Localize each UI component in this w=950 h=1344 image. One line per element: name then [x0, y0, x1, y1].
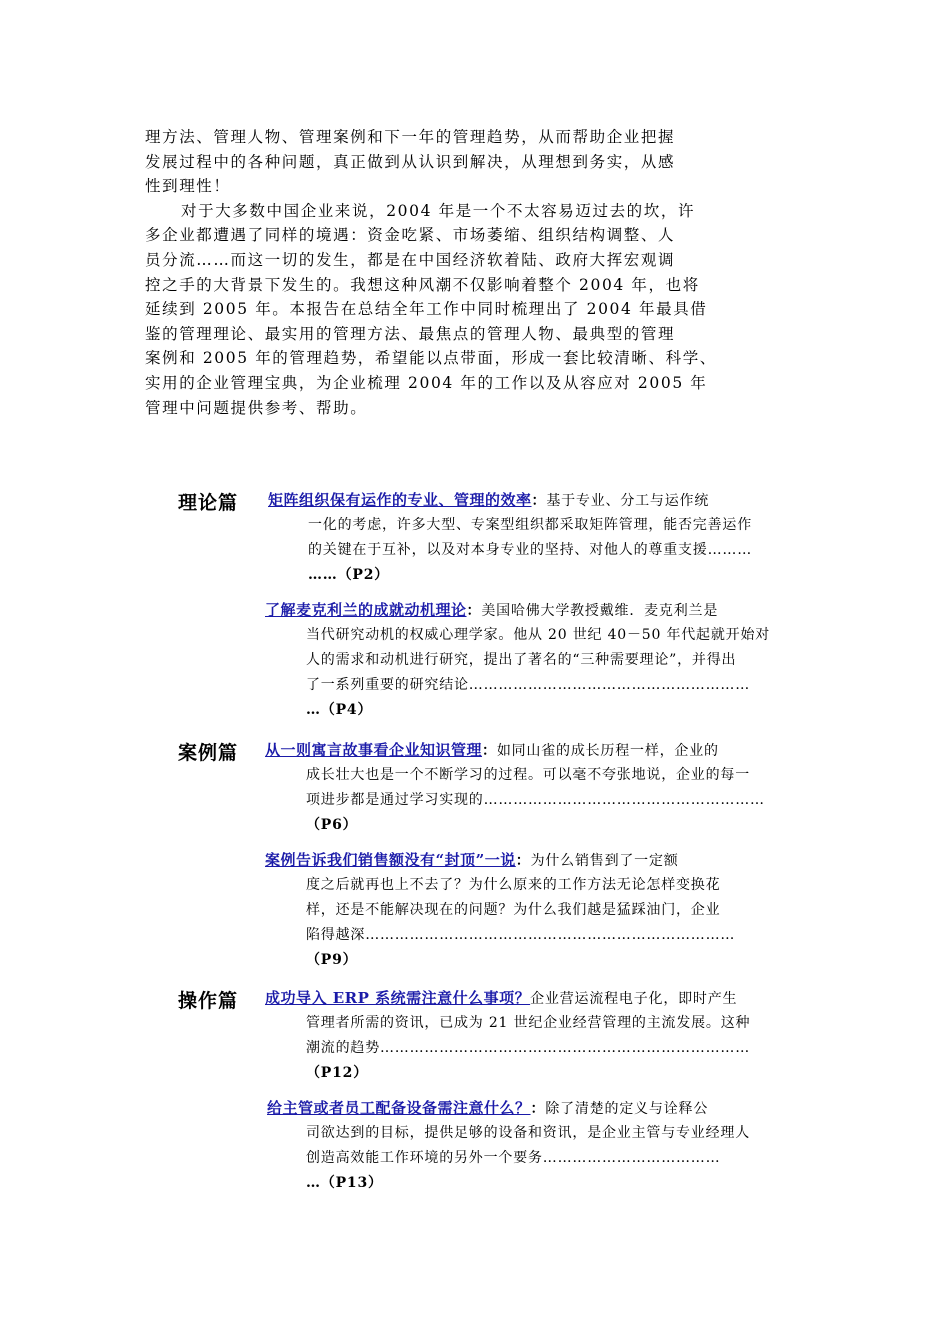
section-label: 操作篇 [178, 990, 239, 1012]
entry-page-ref: ……（P2） [308, 567, 390, 583]
entry-line: 项进步都是通过学习实现的………………………………………………… [306, 792, 765, 808]
entry-line: 样，还是不能解决现在的问题？为什么我们越是猛踩油门，企业 [306, 902, 721, 918]
entry-page-ref: …（P13） [306, 1175, 383, 1191]
entry-body [308, 513, 806, 588]
entry-line: 管理者所需的资讯，已成为 21 世纪企业经营管理的主流发展。这种 [306, 1015, 751, 1031]
section-label: 理论篇 [178, 492, 239, 514]
intro-line: 管理中问题提供参考、帮助。 [145, 398, 368, 417]
entry-colon: ： [466, 603, 482, 619]
intro-line: 案例和 2005 年的管理趋势，希望能以点带面，形成一套比较清晰、科学、 [145, 349, 717, 368]
intro-paragraph-2 [145, 199, 785, 420]
entry-body [306, 623, 804, 723]
entry-title-link[interactable]: 了解麦克利兰的成就动机理论 [265, 601, 467, 619]
intro-line: 对于大多数中国企业来说，2004 年是一个不太容易迈过去的坎，许 [181, 201, 696, 220]
entry-line: 潮流的趋势………………………………………………………………… [306, 1040, 750, 1056]
entry-body [306, 873, 804, 973]
entry-page-ref: …（P4） [306, 702, 373, 718]
entry-line: 当代研究动机的权威心理学家。他从 20 世纪 40－50 年代起就开始对 [306, 627, 771, 643]
entry-title-link[interactable]: 矩阵组织保有运作的专业、管理的效率 [268, 491, 532, 509]
entry-colon: ： [530, 1101, 546, 1117]
intro-line: 理方法、管理人物、管理案例和下一年的管理趋势，从而帮助企业把握 [145, 128, 676, 146]
entry-line: 的关键在于互补，以及对本身专业的坚持、对他人的尊重支援……… [308, 542, 752, 558]
intro-line: 性到理性！ [145, 177, 231, 196]
intro-line: 多企业都遭遇了同样的境遇：资金吃紧、市场萎缩、组织结构调整、人 [145, 226, 676, 245]
entry-line: 司欲达到的目标，提供足够的设备和资讯，是企业主管与专业经理人 [306, 1125, 750, 1141]
intro-line: 发展过程中的各种问题，真正做到从认识到解决，从理想到务实，从感 [145, 152, 676, 171]
intro-line: 实用的企业管理宝典，为企业梳理 2004 年的工作以及从容应对 2005 年 [145, 373, 708, 392]
entry-page-ref: （P12） [306, 1065, 369, 1081]
entry-page-ref: （P9） [306, 952, 358, 968]
entry-line: 一化的考虑，许多大型、专案型组织都采取矩阵管理，能否完善运作 [308, 517, 752, 533]
entry-title-link[interactable]: 给主管或者员工配备设备需注意什么？ [267, 1099, 531, 1117]
entry-first-text: 基于专业、分工与运作统 [546, 493, 710, 509]
intro-paragraph-1 [145, 125, 785, 199]
entry-line: 了一系列重要的研究结论………………………………………………… [306, 677, 750, 693]
section-label: 案例篇 [178, 742, 239, 764]
entry-page-ref: （P6） [306, 817, 358, 833]
entry-colon: ： [515, 853, 531, 869]
entry-title-link[interactable]: 成功导入 ERP 系统需注意什么事项？ [265, 989, 531, 1007]
intro-line: 延续到 2005 年。本报告在总结全年工作中同时梳理出了 2004 年最具借 [145, 300, 708, 319]
entry-colon: ： [531, 493, 547, 509]
entry-title-link[interactable]: 从一则寓言故事看企业知识管理 [265, 741, 483, 759]
entry-colon: ： [482, 743, 497, 759]
entry-title-link[interactable]: 案例告诉我们销售额没有“封顶”一说 [265, 851, 516, 869]
entry-line: 度之后就再也上不去了？为什么原来的工作方法无论怎样变换花 [306, 877, 721, 893]
entry-first-text: 美国哈佛大学教授戴维．麦克利兰是 [481, 603, 719, 619]
entry-first-text: 如同山雀的成长历程一样，企业的 [496, 743, 719, 759]
entry-body [306, 1121, 804, 1196]
intro-line: 员分流……而这一切的发生，都是在中国经济软着陆、政府大挥宏观调 [145, 250, 676, 269]
entry-body [306, 763, 804, 838]
entry-first-text: 除了清楚的定义与诠释公 [545, 1101, 709, 1117]
entry-body [306, 1011, 804, 1086]
intro-line: 鉴的管理理论、最实用的管理方法、最焦点的管理人物、最典型的管理 [145, 324, 676, 343]
intro-text [145, 125, 785, 420]
entry-first-text: 为什么销售到了一定额 [530, 853, 679, 869]
entry-line: 创造高效能工作环境的另外一个要务……………………………… [306, 1150, 721, 1166]
entry-line: 成长壮大也是一个不断学习的过程。可以毫不夸张地说，企业的每一 [306, 767, 750, 783]
intro-line: 控之手的大背景下发生的。我想这种风潮不仅影响着整个 2004 年，也将 [145, 275, 700, 294]
entry-line: 人的需求和动机进行研究，提出了著名的“三种需要理论”，并得出 [306, 652, 737, 668]
entry-line: 陷得越深………………………………………………………………… [306, 927, 736, 943]
entry-first-text: 企业营运流程电子化，即时产生 [530, 991, 738, 1007]
